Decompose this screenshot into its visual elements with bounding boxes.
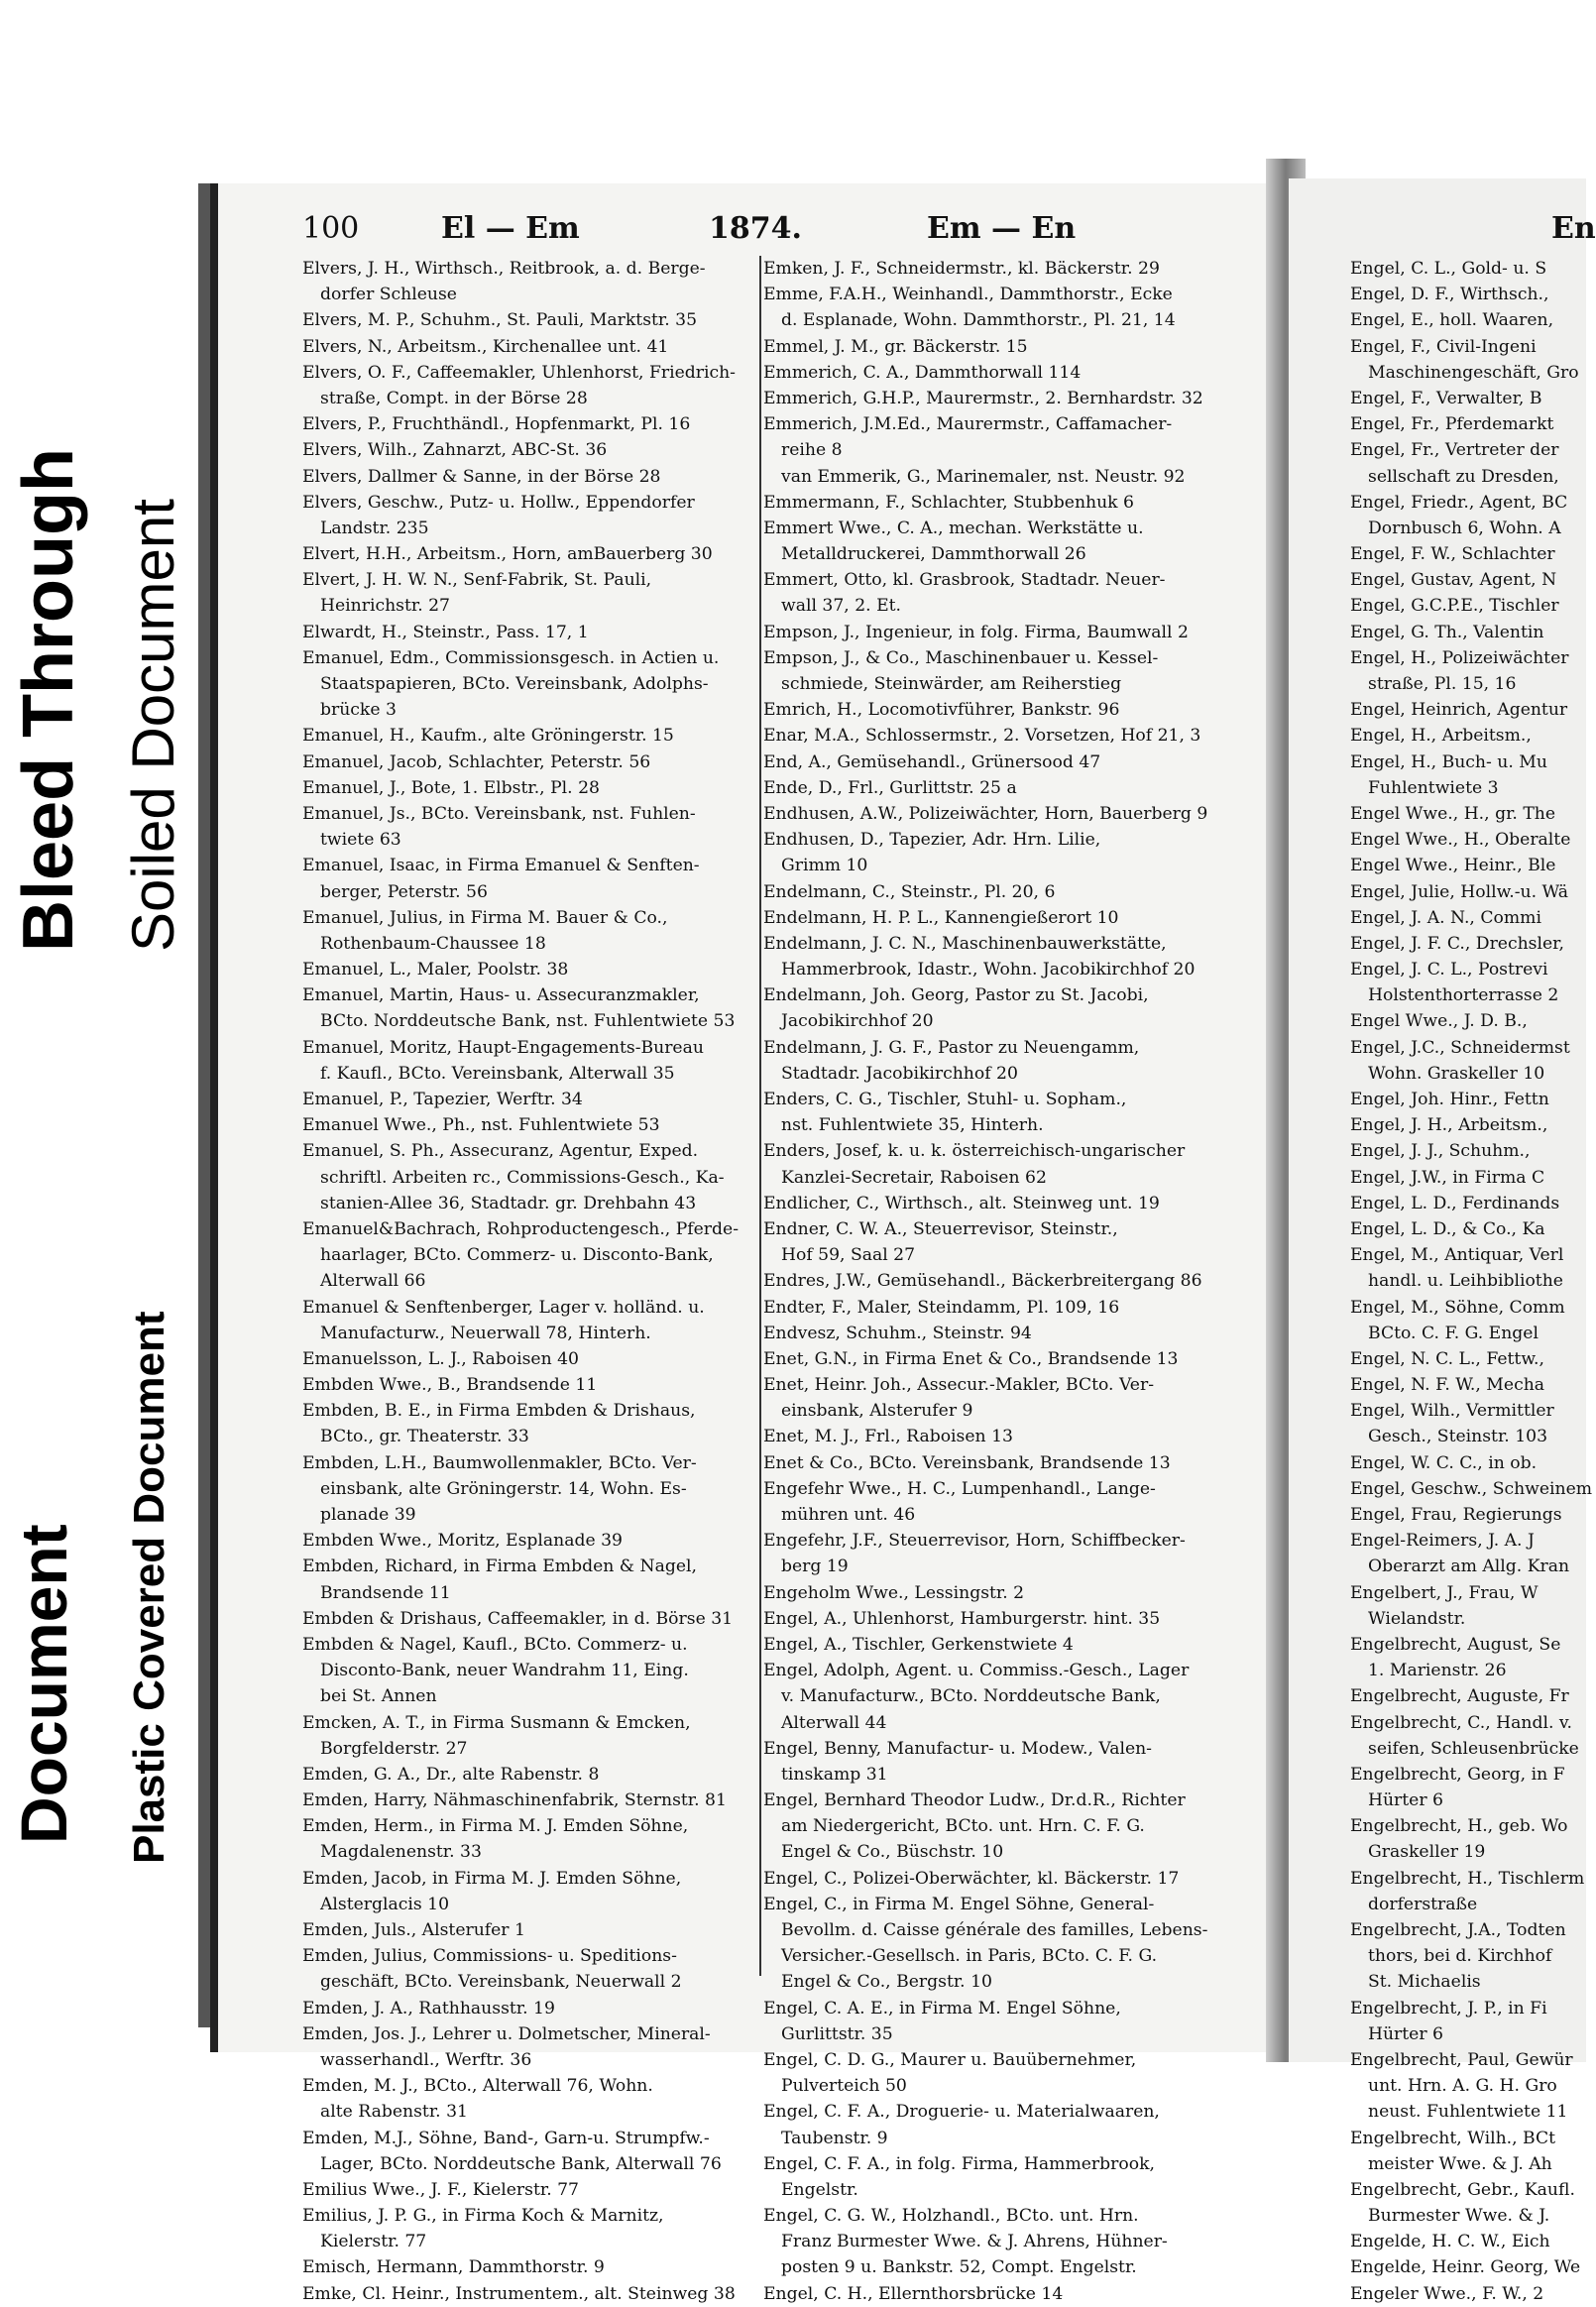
directory-entry-line: Maschinengeschäft, Gro bbox=[1368, 362, 1579, 383]
directory-entry-line: Elvers, P., Fruchthändl., Hopfenmarkt, Pl. 16 bbox=[302, 414, 691, 435]
directory-entry-line: Elvert, J. H. W. N., Senf-Fabrik, St. Pauli, bbox=[302, 570, 652, 591]
directory-entry-line: Engelde, Heinr. Georg, We bbox=[1350, 2257, 1581, 2278]
directory-entry-line: Heinrichstr. 27 bbox=[320, 596, 450, 617]
directory-entry-line: Endter, F., Maler, Steindamm, Pl. 109, 16 bbox=[763, 1297, 1120, 1318]
directory-entry-line: BCto. C. F. G. Engel bbox=[1368, 1323, 1539, 1343]
directory-entry-line: Endner, C. W. A., Steuerrevisor, Steinstr., bbox=[763, 1218, 1118, 1239]
directory-entry-line: einsbank, Alsterufer 9 bbox=[781, 1401, 973, 1422]
directory-entry-line: tinskamp 31 bbox=[781, 1764, 888, 1785]
directory-entry-line: Emanuel & Senftenberger, Lager v. holländ. u. bbox=[302, 1297, 705, 1318]
directory-entry-line: Engel, Gustav, Agent, N bbox=[1350, 570, 1557, 591]
directory-entry-line: Engel, L. D., Ferdinands bbox=[1350, 1193, 1560, 1213]
directory-entry-line: einsbank, alte Gröningerstr. 14, Wohn. Es- bbox=[320, 1478, 687, 1499]
directory-entry-line: Emanuel Wwe., Ph., nst. Fuhlentwiete 53 bbox=[302, 1115, 660, 1136]
directory-entry-line: Embden, Richard, in Firma Embden & Nagel, bbox=[302, 1557, 697, 1577]
directory-entry-line: Engelbrecht, Wilh., BCt bbox=[1350, 2128, 1556, 2148]
directory-entry-line: Elvers, Wilh., Zahnarzt, ABC-St. 36 bbox=[302, 440, 608, 461]
directory-entry-line: meister Wwe. & J. Ah bbox=[1368, 2153, 1552, 2174]
directory-entry-line: Engel, J.W., in Firma C bbox=[1350, 1167, 1545, 1188]
directory-entry-line: St. Michaelis bbox=[1368, 1972, 1481, 1993]
directory-entry-line: unt. Hrn. A. G. H. Gro bbox=[1368, 2076, 1557, 2097]
directory-entry-line: Engel, M., Söhne, Comm bbox=[1350, 1297, 1565, 1318]
directory-entry-line: Embden Wwe., B., Brandsende 11 bbox=[302, 1375, 598, 1396]
directory-entry-line: Hof 59, Saal 27 bbox=[781, 1245, 916, 1266]
directory-entry-line: Gurlittstr. 35 bbox=[781, 2023, 893, 2044]
directory-entry-line: Emmerich, J.M.Ed., Maurermstr., Caffamacher- bbox=[763, 414, 1173, 435]
directory-entry-line: Emmert Wwe., C. A., mechan. Werkstätte u. bbox=[763, 518, 1144, 538]
directory-entry-line: Stadtadr. Jacobikirchhof 20 bbox=[781, 1063, 1018, 1084]
directory-entry-line: reihe 8 bbox=[781, 440, 843, 461]
directory-entry-line: Engel, L. D., & Co., Ka bbox=[1350, 1218, 1545, 1239]
directory-entry-line: Embden, B. E., in Firma Embden & Drishaus, bbox=[302, 1401, 696, 1422]
directory-entry-line: Borgfelderstr. 27 bbox=[320, 1738, 468, 1759]
directory-entry-line: Engeholm Wwe., Lessingstr. 2 bbox=[763, 1582, 1025, 1603]
directory-entry-line: Endres, J.W., Gemüsehandl., Bäckerbreitergang 86 bbox=[763, 1271, 1202, 1292]
directory-entry-line: Emden, Herm., in Firma M. J. Emden Söhne, bbox=[302, 1816, 689, 1837]
directory-entry-line: Emden, Jacob, in Firma M. J. Emden Söhne, bbox=[302, 1868, 682, 1889]
directory-entry-line: Enet, Heinr. Joh., Assecur.-Makler, BCto. Ver- bbox=[763, 1375, 1155, 1396]
directory-entry-line: Emme, F.A.H., Weinhandl., Dammthorstr., Ecke bbox=[763, 285, 1173, 305]
year-heading: 1874. bbox=[709, 211, 802, 246]
directory-entry-line: Engel, Bernhard Theodor Ludw., Dr.d.R., Richter bbox=[763, 1790, 1186, 1811]
directory-entry-line: handl. u. Leihbibliothe bbox=[1368, 1271, 1563, 1292]
directory-entry-line: BCto., gr. Theaterstr. 33 bbox=[320, 1427, 529, 1447]
directory-entry-line: Emden, G. A., Dr., alte Rabenstr. 8 bbox=[302, 1764, 600, 1785]
directory-entry-line: Embden Wwe., Moritz, Esplanade 39 bbox=[302, 1531, 623, 1552]
directory-entry-line: Engel, A., Tischler, Gerkenstwiete 4 bbox=[763, 1634, 1074, 1655]
directory-entry-line: sellschaft zu Dresden, bbox=[1368, 466, 1559, 487]
directory-entry-line: Engelde, H. C. W., Eich bbox=[1350, 2232, 1550, 2252]
directory-entry-line: Holstenthorterrasse 2 bbox=[1368, 985, 1559, 1006]
directory-entry-line: Manufacturw., Neuerwall 78, Hinterh. bbox=[320, 1323, 651, 1343]
directory-entry-line: Elvers, J. H., Wirthsch., Reitbrook, a. d. Berge- bbox=[302, 259, 706, 279]
directory-entry-line: Emilius Wwe., J. F., Kielerstr. 77 bbox=[302, 2179, 579, 2200]
directory-entry-line: Emanuel, P., Tapezier, Werftr. 34 bbox=[302, 1090, 583, 1109]
directory-entry-line: Emden, Harry, Nähmaschinenfabrik, Sternstr. 81 bbox=[302, 1790, 727, 1811]
directory-entry-line: planade 39 bbox=[320, 1505, 416, 1525]
directory-entry-line: Endelmann, H. P. L., Kannengießerort 10 bbox=[763, 907, 1119, 928]
directory-entry-line: Engel, Adolph, Agent. u. Commiss.-Gesch., Lager bbox=[763, 1661, 1190, 1681]
directory-entry-line: Hürter 6 bbox=[1368, 1790, 1443, 1811]
directory-entry-line: Engel, F., Verwalter, B bbox=[1350, 388, 1542, 408]
directory-entry-line: Engel, Fr., Vertreter der bbox=[1350, 440, 1559, 461]
directory-entry-line: Kielerstr. 77 bbox=[320, 2232, 427, 2252]
directory-entry-line: Alsterglacis 10 bbox=[320, 1894, 450, 1914]
directory-entry-line: Endlicher, C., Wirthsch., alt. Steinweg unt. 19 bbox=[763, 1193, 1160, 1213]
page-number: 100 bbox=[302, 211, 360, 246]
stamp-bleed-through: Bleed Through bbox=[9, 448, 88, 952]
directory-entry-line: Engel, C. F. A., in folg. Firma, Hammerbrook, bbox=[763, 2153, 1155, 2174]
directory-entry-line: v. Manufacturw., BCto. Norddeutsche Bank, bbox=[781, 1686, 1161, 1707]
directory-entry-line: Engel, N. F. W., Mecha bbox=[1350, 1375, 1545, 1396]
directory-entry-line: Engel, C. F. A., Droguerie- u. Materialwaaren, bbox=[763, 2102, 1160, 2123]
directory-entry-line: Alterwall 66 bbox=[320, 1271, 426, 1292]
directory-entry-line: Alterwall 44 bbox=[781, 1712, 887, 1733]
directory-entry-line: Engel, D. F., Wirthsch., bbox=[1350, 285, 1549, 305]
directory-entry-line: Engel, Wilh., Vermittler bbox=[1350, 1401, 1554, 1422]
directory-entry-line: Enders, C. G., Tischler, Stuhl- u. Sopham., bbox=[763, 1090, 1127, 1109]
directory-entry-line: Elvers, M. P., Schuhm., St. Pauli, Marktstr. 35 bbox=[302, 310, 698, 331]
directory-entry-line: Elwardt, H., Steinstr., Pass. 17, 1 bbox=[302, 622, 589, 642]
directory-entry-line: Engefehr, J.F., Steuerrevisor, Horn, Schiffbecker- bbox=[763, 1531, 1186, 1552]
directory-entry-line: Wielandstr. bbox=[1368, 1608, 1466, 1629]
directory-entry-line: Elvers, Geschw., Putz- u. Hollw., Eppendorfer bbox=[302, 492, 695, 513]
directory-entry-line: Emilius, J. P. G., in Firma Koch & Marnitz, bbox=[302, 2206, 664, 2227]
directory-entry-line: Embden & Nagel, Kaufl., BCto. Commerz- u. bbox=[302, 1634, 688, 1655]
directory-entry-line: Engel Wwe., H., gr. The bbox=[1350, 803, 1556, 824]
directory-entry-line: Emanuel, Edm., Commissionsgesch. in Actien u. bbox=[302, 647, 720, 668]
directory-entry-line: Ende, D., Frl., Gurlittstr. 25 a bbox=[763, 777, 1017, 798]
directory-entry-line: dorferstraße bbox=[1368, 1894, 1478, 1914]
directory-entry-line: Engel Wwe., J. D. B., bbox=[1350, 1011, 1528, 1032]
directory-entry-line: Empson, J., Ingenieur, in folg. Firma, Baumwall 2 bbox=[763, 622, 1189, 642]
directory-entry-line: Engefehr Wwe., H. C., Lumpenhandl., Lange- bbox=[763, 1478, 1156, 1499]
directory-entry-line: Emanuel, Julius, in Firma M. Bauer & Co., bbox=[302, 907, 668, 928]
directory-entry-line: Engel, Friedr., Agent, BC bbox=[1350, 492, 1568, 513]
directory-entry-line: Engel, C. H., Ellernthorsbrücke 14 bbox=[763, 2283, 1064, 2304]
directory-entry-line: Emden, M. J., BCto., Alterwall 76, Wohn. bbox=[302, 2076, 653, 2097]
directory-entry-line: Engel, J. H., Arbeitsm., bbox=[1350, 1115, 1548, 1136]
directory-entry-line: Engelbert, J., Frau, W bbox=[1350, 1582, 1539, 1603]
directory-entry-line: Emanuel, S. Ph., Assecuranz, Agentur, Exped. bbox=[302, 1141, 699, 1162]
directory-entry-line: schriftl. Arbeiten rc., Commissions-Gesch., Ka- bbox=[320, 1167, 725, 1188]
directory-entry-line: dorfer Schleuse bbox=[320, 285, 457, 305]
directory-entry-line: Engel Wwe., H., Oberalte bbox=[1350, 830, 1571, 851]
stamp-plastic-covered: Plastic Covered Document bbox=[125, 1311, 173, 1864]
directory-entry-line: Engel, Joh. Hinr., Fettn bbox=[1350, 1090, 1549, 1109]
directory-entry-line: thors, bei d. Kirchhof bbox=[1368, 1946, 1552, 1967]
directory-entry-line: Lager, BCto. Norddeutsche Bank, Alterwall 76 bbox=[320, 2153, 722, 2174]
directory-entry-line: d. Esplanade, Wohn. Dammthorstr., Pl. 21, 14 bbox=[781, 310, 1176, 331]
directory-entry-line: Engel & Co., Bergstr. 10 bbox=[781, 1972, 992, 1993]
directory-entry-line: wall 37, 2. Et. bbox=[781, 596, 901, 617]
directory-entry-line: Engel, H., Polizeiwächter bbox=[1350, 647, 1569, 668]
directory-entry-line: Fuhlentwiete 3 bbox=[1368, 777, 1499, 798]
directory-entry-line: Engel, Benny, Manufactur- u. Modew., Valen- bbox=[763, 1738, 1152, 1759]
page-header bbox=[302, 211, 1195, 251]
directory-entry-line: Engel, Frau, Regierungs bbox=[1350, 1505, 1562, 1525]
directory-entry-line: Engel, F., Civil-Ingeni bbox=[1350, 336, 1537, 357]
directory-entry-line: End, A., Gemüsehandl., Grünersood 47 bbox=[763, 751, 1101, 772]
directory-entry-line: Engel Wwe., Heinr., Ble bbox=[1350, 856, 1556, 876]
directory-entry-line: neust. Fuhlentwiete 11 bbox=[1368, 2102, 1568, 2123]
directory-entry-line: Landstr. 235 bbox=[320, 518, 429, 538]
directory-entry-line: Enet, G.N., in Firma Enet & Co., Brandsende 13 bbox=[763, 1348, 1179, 1369]
directory-entry-line: Engelbrecht, H., geb. Wo bbox=[1350, 1816, 1568, 1837]
directory-entry-line: Oberarzt am Allg. Kran bbox=[1368, 1557, 1570, 1577]
directory-entry-line: Enders, Josef, k. u. k. österreichisch-ungarischer bbox=[763, 1141, 1186, 1162]
directory-entry-line: Engel, C., in Firma M. Engel Söhne, General- bbox=[763, 1894, 1155, 1914]
directory-entry-line: Emken, J. F., Schneidermstr., kl. Bäckerstr. 29 bbox=[763, 259, 1160, 279]
directory-entry-line: Engelbrecht, H., Tischlerm bbox=[1350, 1868, 1585, 1889]
directory-entry-line: Engel, G.C.P.E., Tischler bbox=[1350, 596, 1559, 617]
directory-entry-line: Engelbrecht, Auguste, Fr bbox=[1350, 1686, 1569, 1707]
directory-entry-line: Versicher.-Gesellsch. in Paris, BCto. C. F. G. bbox=[781, 1946, 1158, 1967]
directory-entry-line: Engelbrecht, J.A., Todten bbox=[1350, 1920, 1566, 1940]
left-column bbox=[302, 256, 763, 2307]
directory-entry-line: schmiede, Steinwärder, am Reiherstieg bbox=[781, 674, 1122, 694]
directory-entry-line: Endvesz, Schuhm., Steinstr. 94 bbox=[763, 1323, 1032, 1343]
directory-entry-line: Emmert, Otto, kl. Grasbrook, Stadtadr. Neuer- bbox=[763, 570, 1166, 591]
directory-entry-line: Elvers, O. F., Caffeemakler, Uhlenhorst, Friedrich- bbox=[302, 362, 736, 383]
directory-entry-line: Engel, J. J., Schuhm., bbox=[1350, 1141, 1531, 1162]
directory-entry-line: van Emmerik, G., Marinemaler, nst. Neustr. 92 bbox=[781, 466, 1186, 487]
directory-entry-line: Emisch, Hermann, Dammthorstr. 9 bbox=[302, 2257, 605, 2278]
directory-entry-line: Engel, Fr., Pferdemarkt bbox=[1350, 414, 1554, 435]
directory-entry-line: nst. Fuhlentwiete 35, Hinterh. bbox=[781, 1115, 1044, 1136]
directory-entry-line: Emden, Jos. J., Lehrer u. Dolmetscher, Mineral- bbox=[302, 2023, 711, 2044]
directory-entry-line: Emanuel, Jacob, Schlachter, Peterstr. 56 bbox=[302, 751, 651, 772]
directory-entry-line: Engel-Reimers, J. A. J bbox=[1350, 1531, 1535, 1552]
directory-entry-line: Engelbrecht, C., Handl. v. bbox=[1350, 1712, 1572, 1733]
directory-entry-line: Engel, W. C. C., in ob. bbox=[1350, 1452, 1538, 1473]
directory-entry-line: Endhusen, D., Tapezier, Adr. Hrn. Lilie, bbox=[763, 830, 1101, 851]
directory-entry-line: Franz Burmester Wwe. & J. Ahrens, Hühner- bbox=[781, 2232, 1168, 2252]
directory-entry-line: Engel, Heinrich, Agentur bbox=[1350, 700, 1568, 721]
directory-entry-line: Engel, M., Antiquar, Verl bbox=[1350, 1245, 1564, 1266]
directory-entry-line: Magdalenenstr. 33 bbox=[320, 1842, 482, 1863]
directory-entry-line: brücke 3 bbox=[320, 700, 397, 721]
directory-entry-line: Enar, M.A., Schlossermstr., 2. Vorsetzen, Hof 21, 3 bbox=[763, 726, 1201, 747]
directory-entry-line: Engel & Co., Büschstr. 10 bbox=[781, 1842, 1004, 1863]
directory-entry-line: Elvers, Dallmer & Sanne, in der Börse 28 bbox=[302, 466, 661, 487]
directory-entry-line: Graskeller 19 bbox=[1368, 1842, 1486, 1863]
directory-entry-line: Taubenstr. 9 bbox=[781, 2128, 888, 2148]
directory-entry-line: Engel, J. F. C., Drechsler, bbox=[1350, 933, 1564, 954]
directory-entry-line: Engel, A., Uhlenhorst, Hamburgerstr. hint. 35 bbox=[763, 1608, 1161, 1629]
directory-entry-line: Empson, J., & Co., Maschinenbauer u. Kessel- bbox=[763, 647, 1159, 668]
directory-entry-line: Disconto-Bank, neuer Wandrahm 11, Eing. bbox=[320, 1661, 689, 1681]
directory-entry-line: seifen, Schleusenbrücke bbox=[1368, 1738, 1579, 1759]
directory-entry-line: Engel, H., Buch- u. Mu bbox=[1350, 751, 1547, 772]
directory-entry-line: geschäft, BCto. Vereinsbank, Neuerwall 2 bbox=[320, 1972, 682, 1993]
directory-entry-line: Embden, L.H., Baumwollenmakler, BCto. Ver- bbox=[302, 1452, 697, 1473]
directory-entry-line: Emden, J. A., Rathhausstr. 19 bbox=[302, 1998, 555, 2019]
directory-entry-line: Elvers, N., Arbeitsm., Kirchenallee unt. 41 bbox=[302, 336, 669, 357]
directory-entry-line: Engel, E., holl. Waaren, bbox=[1350, 310, 1554, 331]
directory-entry-line: straße, Compt. in der Börse 28 bbox=[320, 388, 588, 408]
directory-entry-line: Brandsende 11 bbox=[320, 1582, 451, 1603]
directory-entry-line: Gesch., Steinstr. 103 bbox=[1368, 1427, 1548, 1447]
directory-entry-line: Enet, M. J., Frl., Raboisen 13 bbox=[763, 1427, 1013, 1447]
far-right-column bbox=[1350, 256, 1593, 2307]
directory-entry-line: alte Rabenstr. 31 bbox=[320, 2102, 468, 2123]
directory-entry-line: Kanzlei-Secretair, Raboisen 62 bbox=[781, 1167, 1047, 1188]
directory-entry-line: Engelbrecht, Gebr., Kaufl. bbox=[1350, 2179, 1575, 2200]
directory-entry-line: Grimm 10 bbox=[781, 856, 868, 876]
directory-entry-line: posten 9 u. Bankstr. 52, Compt. Engelstr. bbox=[781, 2257, 1137, 2278]
next-page-range-heading: En bbox=[1551, 211, 1596, 246]
directory-entry-line: Hürter 6 bbox=[1368, 2023, 1443, 2044]
directory-entry-line: Endelmann, C., Steinstr., Pl. 20, 6 bbox=[763, 881, 1056, 902]
directory-entry-line: Dornbusch 6, Wohn. A bbox=[1368, 518, 1561, 538]
directory-entry-line: Emanuel, Moritz, Haupt-Engagements-Bureau bbox=[302, 1037, 704, 1058]
directory-entry-line: Emrich, H., Locomotivführer, Bankstr. 96 bbox=[763, 700, 1120, 721]
directory-entry-line: Emcken, A. T., in Firma Susmann & Emcken, bbox=[302, 1712, 691, 1733]
directory-entry-line: twiete 63 bbox=[320, 830, 401, 851]
scan-stamps bbox=[0, 0, 198, 2158]
directory-entry-line: Emke, Cl. Heinr., Instrumentem., alt. Steinweg 38 bbox=[302, 2283, 736, 2304]
directory-entry-line: Elvert, H.H., Arbeitsm., Horn, amBauerberg 30 bbox=[302, 544, 713, 565]
directory-entry-line: Engel, C. A. E., in Firma M. Engel Söhne, bbox=[763, 1998, 1121, 2019]
directory-entry-line: Emanuelsson, L. J., Raboisen 40 bbox=[302, 1348, 579, 1369]
directory-entry-line: Engel, C. G. W., Holzhandl., BCto. unt. Hrn. bbox=[763, 2206, 1139, 2227]
directory-entry-line: berg 19 bbox=[781, 1557, 849, 1577]
left-range-heading: El — Em bbox=[441, 211, 580, 246]
directory-entry-line: Bevollm. d. Caisse générale des familles, Lebens- bbox=[781, 1920, 1208, 1940]
directory-entry-line: am Niedergericht, BCto. unt. Hrn. C. F. G. bbox=[781, 1816, 1145, 1837]
directory-entry-line: berger, Peterstr. 56 bbox=[320, 881, 488, 902]
directory-entry-line: Engel, C. L., Gold- u. S bbox=[1350, 259, 1547, 279]
stamp-soiled-document: Soiled Document bbox=[120, 499, 186, 952]
directory-entry-line: Emanuel, Isaac, in Firma Emanuel & Senften- bbox=[302, 856, 700, 876]
directory-entry-line: Endelmann, J. C. N., Maschinenbauwerkstätte, bbox=[763, 933, 1167, 954]
directory-entry-line: Pulverteich 50 bbox=[781, 2076, 907, 2097]
directory-entry-line: Engel, G. Th., Valentin bbox=[1350, 622, 1544, 642]
directory-entry-line: Engel, Geschw., Schweinem bbox=[1350, 1478, 1593, 1499]
directory-entry-line: Hammerbrook, Idastr., Wohn. Jacobikirchhof 20 bbox=[781, 960, 1196, 980]
directory-entry-line: Emanuel, L., Maler, Poolstr. 38 bbox=[302, 960, 569, 980]
directory-entry-line: Engel, N. C. L., Fettw., bbox=[1350, 1348, 1544, 1369]
directory-entry-line: Emmerich, C. A., Dammthorwall 114 bbox=[763, 362, 1082, 383]
directory-entry-line: Engel, C. D. G., Maurer u. Bauübernehmer, bbox=[763, 2049, 1137, 2070]
directory-entry-line: straße, Pl. 15, 16 bbox=[1368, 674, 1517, 694]
directory-entry-line: haarlager, BCto. Commerz- u. Disconto-Bank, bbox=[320, 1245, 714, 1266]
directory-entry-line: Burmester Wwe. & J. bbox=[1368, 2206, 1550, 2227]
column-divider bbox=[759, 256, 761, 1976]
directory-entry-line: Engelstr. bbox=[781, 2179, 858, 2200]
directory-entry-line: Engelbrecht, J. P., in Fi bbox=[1350, 1998, 1547, 2019]
directory-entry-line: Emanuel, Js., BCto. Vereinsbank, nst. Fuhlen- bbox=[302, 803, 696, 824]
directory-entry-line: Emden, Juls., Alsterufer 1 bbox=[302, 1920, 525, 1940]
directory-entry-line: wasserhandl., Werftr. 36 bbox=[320, 2049, 532, 2070]
directory-entry-line: Staatspapieren, BCto. Vereinsbank, Adolphs- bbox=[320, 674, 709, 694]
directory-entry-line: Engeler Wwe., F. W., 2 bbox=[1350, 2283, 1544, 2304]
directory-entry-line: Engel, J. C. L., Postrevi bbox=[1350, 960, 1548, 980]
directory-entry-line: bei St. Annen bbox=[320, 1686, 437, 1707]
directory-entry-line: Emanuel, H., Kaufm., alte Gröningerstr. 15 bbox=[302, 726, 674, 747]
directory-entry-line: Wohn. Graskeller 10 bbox=[1368, 1063, 1545, 1084]
directory-entry-line: Engel, J. A. N., Commi bbox=[1350, 907, 1541, 928]
directory-entry-line: BCto. Norddeutsche Bank, nst. Fuhlentwiete 53 bbox=[320, 1011, 736, 1032]
directory-entry-line: Emmermann, F., Schlachter, Stubbenhuk 6 bbox=[763, 492, 1134, 513]
directory-entry-line: Emmerich, G.H.P., Maurermstr., 2. Bernhardstr. 32 bbox=[763, 388, 1203, 408]
directory-entry-line: Emmel, J. M., gr. Bäckerstr. 15 bbox=[763, 336, 1028, 357]
directory-entry-line: f. Kaufl., BCto. Vereinsbank, Alterwall 35 bbox=[320, 1063, 675, 1084]
directory-entry-line: Jacobikirchhof 20 bbox=[781, 1011, 934, 1032]
directory-entry-line: stanien-Allee 36, Stadtadr. gr. Drehbahn 43 bbox=[320, 1193, 697, 1213]
directory-entry-line: Engel, Julie, Hollw.-u. Wä bbox=[1350, 881, 1568, 902]
directory-entry-line: Endelmann, J. G. F., Pastor zu Neuengamm, bbox=[763, 1037, 1140, 1058]
directory-entry-line: Endelmann, Joh. Georg, Pastor zu St. Jacobi, bbox=[763, 985, 1149, 1006]
directory-entry-line: Emden, M.J., Söhne, Band-, Garn-u. Strumpfw.- bbox=[302, 2128, 710, 2148]
directory-entry-line: Metalldruckerei, Dammthorwall 26 bbox=[781, 544, 1086, 565]
directory-entry-line: Engel, C., Polizei-Oberwächter, kl. Bäckerstr. 17 bbox=[763, 1868, 1180, 1889]
directory-entry-line: Enet & Co., BCto. Vereinsbank, Brandsende 13 bbox=[763, 1452, 1171, 1473]
directory-entry-line: mühren unt. 46 bbox=[781, 1505, 916, 1525]
directory-entry-line: 1. Marienstr. 26 bbox=[1368, 1661, 1507, 1681]
directory-entry-line: Emanuel, J., Bote, 1. Elbstr., Pl. 28 bbox=[302, 777, 600, 798]
directory-entry-line: Emanuel, Martin, Haus- u. Assecuranzmakler, bbox=[302, 985, 700, 1006]
directory-entry-line: Engelbrecht, Georg, in F bbox=[1350, 1764, 1565, 1785]
directory-entry-line: Endhusen, A.W., Polizeiwächter, Horn, Bauerberg 9 bbox=[763, 803, 1208, 824]
stamp-document: Document bbox=[7, 1524, 80, 1844]
directory-entry-line: Engel, F. W., Schlachter bbox=[1350, 544, 1555, 565]
right-column bbox=[763, 256, 1229, 2307]
right-range-heading: Em — En bbox=[927, 211, 1077, 246]
directory-entry-line: Rothenbaum-Chaussee 18 bbox=[320, 933, 546, 954]
directory-entry-line: Engel, H., Arbeitsm., bbox=[1350, 726, 1532, 747]
directory-entry-line: Embden & Drishaus, Caffeemakler, in d. Börse 31 bbox=[302, 1608, 734, 1629]
directory-entry-line: Emden, Julius, Commissions- u. Speditions- bbox=[302, 1946, 677, 1967]
directory-entry-line: Emanuel&Bachrach, Rohproductengesch., Pferde- bbox=[302, 1218, 740, 1239]
directory-entry-line: Engelbrecht, Paul, Gewür bbox=[1350, 2049, 1573, 2070]
directory-entry-line: Engel, J.C., Schneidermst bbox=[1350, 1037, 1570, 1058]
directory-entry-line: Engelbrecht, August, Se bbox=[1350, 1634, 1561, 1655]
